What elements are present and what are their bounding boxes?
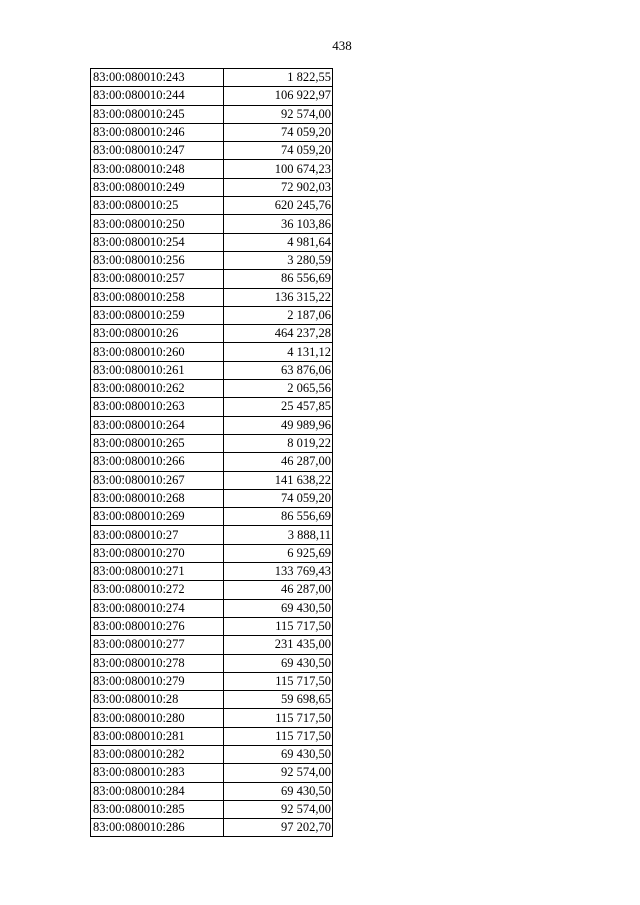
cadastral-number-cell: 83:00:080010:259 — [91, 306, 224, 324]
table-row — [91, 142, 333, 160]
table-row — [91, 691, 333, 709]
cadastral-number-cell: 83:00:080010:284 — [91, 782, 224, 800]
value-cell: 3 888,11 — [224, 526, 333, 544]
table-row — [91, 563, 333, 581]
page-number: 438 — [332, 38, 352, 53]
table-row — [91, 398, 333, 416]
cadastral-number-cell: 83:00:080010:266 — [91, 453, 224, 471]
value-cell: 6 925,69 — [224, 544, 333, 562]
value-cell: 92 574,00 — [224, 105, 333, 123]
cadastral-number-cell: 83:00:080010:278 — [91, 654, 224, 672]
value-cell: 86 556,69 — [224, 270, 333, 288]
value-cell: 231 435,00 — [224, 636, 333, 654]
value-cell: 46 287,00 — [224, 453, 333, 471]
table-row — [91, 325, 333, 343]
value-cell: 86 556,69 — [224, 508, 333, 526]
value-cell: 115 717,50 — [224, 727, 333, 745]
value-cell: 25 457,85 — [224, 398, 333, 416]
value-cell: 100 674,23 — [224, 160, 333, 178]
table-row — [91, 343, 333, 361]
value-cell: 72 902,03 — [224, 178, 333, 196]
cadastral-number-cell: 83:00:080010:25 — [91, 197, 224, 215]
value-cell: 2 187,06 — [224, 306, 333, 324]
cadastral-number-cell: 83:00:080010:267 — [91, 471, 224, 489]
cadastral-number-cell: 83:00:080010:264 — [91, 416, 224, 434]
cadastral-number-cell: 83:00:080010:285 — [91, 800, 224, 818]
cadastral-number-cell: 83:00:080010:260 — [91, 343, 224, 361]
cadastral-number-cell: 83:00:080010:250 — [91, 215, 224, 233]
cadastral-number-cell: 83:00:080010:258 — [91, 288, 224, 306]
table-row — [91, 270, 333, 288]
table-row — [91, 617, 333, 635]
cadastral-number-cell: 83:00:080010:268 — [91, 489, 224, 507]
value-cell: 115 717,50 — [224, 672, 333, 690]
table-row — [91, 105, 333, 123]
value-cell: 59 698,65 — [224, 691, 333, 709]
cadastral-number-cell: 83:00:080010:286 — [91, 819, 224, 837]
cadastral-number-cell: 83:00:080010:265 — [91, 434, 224, 452]
table-row — [91, 800, 333, 818]
cadastral-number-cell: 83:00:080010:263 — [91, 398, 224, 416]
table-row — [91, 654, 333, 672]
cadastral-number-cell: 83:00:080010:283 — [91, 764, 224, 782]
value-cell: 2 065,56 — [224, 380, 333, 398]
table-row — [91, 380, 333, 398]
value-cell: 141 638,22 — [224, 471, 333, 489]
value-cell: 46 287,00 — [224, 581, 333, 599]
table-row — [91, 87, 333, 105]
cadastral-number-cell: 83:00:080010:257 — [91, 270, 224, 288]
table-row — [91, 745, 333, 763]
table-row — [91, 709, 333, 727]
table-row — [91, 215, 333, 233]
value-cell: 36 103,86 — [224, 215, 333, 233]
cadastral-number-cell: 83:00:080010:269 — [91, 508, 224, 526]
table-row — [91, 672, 333, 690]
cadastral-number-cell: 83:00:080010:272 — [91, 581, 224, 599]
table-row — [91, 453, 333, 471]
cadastral-number-cell: 83:00:080010:27 — [91, 526, 224, 544]
value-cell: 8 019,22 — [224, 434, 333, 452]
value-cell: 69 430,50 — [224, 782, 333, 800]
table-row — [91, 233, 333, 251]
cadastral-number-cell: 83:00:080010:271 — [91, 563, 224, 581]
table-row — [91, 178, 333, 196]
cadastral-number-cell: 83:00:080010:279 — [91, 672, 224, 690]
table-row — [91, 471, 333, 489]
cadastral-number-cell: 83:00:080010:277 — [91, 636, 224, 654]
table-row — [91, 69, 333, 87]
cadastral-number-cell: 83:00:080010:244 — [91, 87, 224, 105]
cadastral-number-cell: 83:00:080010:246 — [91, 123, 224, 141]
table-row — [91, 581, 333, 599]
value-cell: 115 717,50 — [224, 709, 333, 727]
cadastral-number-cell: 83:00:080010:261 — [91, 361, 224, 379]
cadastral-number-cell: 83:00:080010:243 — [91, 69, 224, 87]
value-cell: 74 059,20 — [224, 123, 333, 141]
cadastral-number-cell: 83:00:080010:280 — [91, 709, 224, 727]
value-cell: 1 822,55 — [224, 69, 333, 87]
cadastral-number-cell: 83:00:080010:249 — [91, 178, 224, 196]
table-row — [91, 416, 333, 434]
table-row — [91, 160, 333, 178]
cadastral-number-cell: 83:00:080010:282 — [91, 745, 224, 763]
table-row — [91, 251, 333, 269]
value-cell: 3 280,59 — [224, 251, 333, 269]
value-cell: 115 717,50 — [224, 617, 333, 635]
table-row — [91, 288, 333, 306]
table-row — [91, 782, 333, 800]
value-cell: 4 981,64 — [224, 233, 333, 251]
value-cell: 74 059,20 — [224, 142, 333, 160]
value-cell: 4 131,12 — [224, 343, 333, 361]
table-row — [91, 727, 333, 745]
value-cell: 74 059,20 — [224, 489, 333, 507]
cadastral-number-cell: 83:00:080010:245 — [91, 105, 224, 123]
value-cell: 92 574,00 — [224, 800, 333, 818]
cadastral-number-cell: 83:00:080010:256 — [91, 251, 224, 269]
cadastral-number-cell: 83:00:080010:26 — [91, 325, 224, 343]
table-row — [91, 361, 333, 379]
value-cell: 69 430,50 — [224, 745, 333, 763]
table-row — [91, 489, 333, 507]
value-cell: 97 202,70 — [224, 819, 333, 837]
cadastral-number-cell: 83:00:080010:270 — [91, 544, 224, 562]
table-row — [91, 764, 333, 782]
table-row — [91, 197, 333, 215]
cadastral-number-cell: 83:00:080010:254 — [91, 233, 224, 251]
value-cell: 133 769,43 — [224, 563, 333, 581]
value-cell: 136 315,22 — [224, 288, 333, 306]
table-row — [91, 544, 333, 562]
cadastral-number-cell: 83:00:080010:262 — [91, 380, 224, 398]
table-row — [91, 819, 333, 837]
value-cell: 63 876,06 — [224, 361, 333, 379]
table-row — [91, 123, 333, 141]
value-cell: 106 922,97 — [224, 87, 333, 105]
table-row — [91, 526, 333, 544]
table-row — [91, 599, 333, 617]
cadastral-number-cell: 83:00:080010:28 — [91, 691, 224, 709]
cadastral-number-cell: 83:00:080010:248 — [91, 160, 224, 178]
value-cell: 620 245,76 — [224, 197, 333, 215]
table-row — [91, 434, 333, 452]
value-cell: 49 989,96 — [224, 416, 333, 434]
value-cell: 69 430,50 — [224, 599, 333, 617]
table-row — [91, 306, 333, 324]
table-row — [91, 636, 333, 654]
cadastral-value-table — [90, 68, 333, 837]
value-cell: 69 430,50 — [224, 654, 333, 672]
table-body — [91, 69, 333, 837]
value-cell: 92 574,00 — [224, 764, 333, 782]
value-cell: 464 237,28 — [224, 325, 333, 343]
cadastral-number-cell: 83:00:080010:276 — [91, 617, 224, 635]
cadastral-number-cell: 83:00:080010:281 — [91, 727, 224, 745]
table-row — [91, 508, 333, 526]
cadastral-number-cell: 83:00:080010:274 — [91, 599, 224, 617]
cadastral-number-cell: 83:00:080010:247 — [91, 142, 224, 160]
